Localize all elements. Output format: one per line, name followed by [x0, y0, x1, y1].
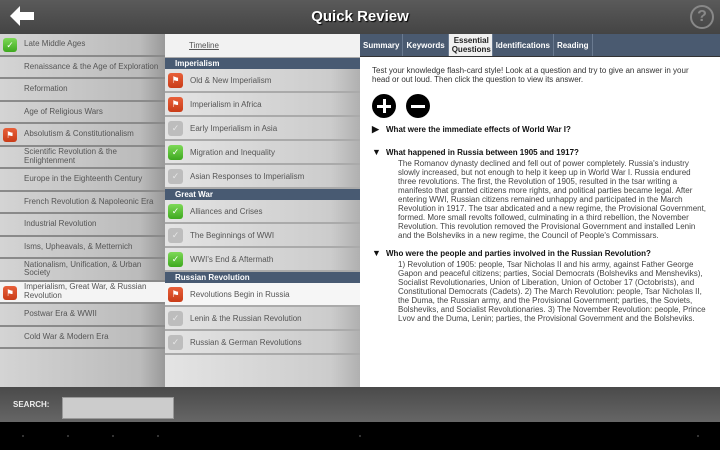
chapter-item[interactable]	[0, 237, 165, 260]
chapter-label: Nationalism, Unification, & Urban Society	[24, 259, 142, 278]
chapter-label: Late Middle Ages	[24, 39, 86, 48]
section-item[interactable]	[165, 93, 360, 117]
chapter-list	[0, 34, 165, 387]
chapter-label: Cold War & Modern Era	[24, 331, 109, 341]
nav-dot	[157, 435, 159, 437]
flag-icon: ⚑	[3, 128, 17, 142]
chapter-label: Age of Religious Wars	[24, 106, 103, 116]
checkmark-icon: ✓	[168, 204, 183, 219]
section-item[interactable]	[165, 141, 360, 165]
chapter-label: Reformation	[24, 84, 68, 93]
section-list	[165, 34, 360, 387]
nav-dot	[67, 435, 69, 437]
answer-text: The Romanov dynasty declined and fell out of power completely. Russia's industry slowly increased, but not enough to help it keep up in World War I. Russia endured three revolutions. The first, the Revolution of 1905, resulted in the tsar writing a manifesto that granted citizens more rights, and political parties became legal. After entering WWI, Russian citizens remained unhappy and participated in the March Revolution in 1917. The tsar abdicated and a new regime, the Provisional Government, formed. More small revolts followed, culminating in a third rebellion, the November Revolution. This revolution removed the Provisional Government and installed Lenin and the Bolsheviks in a new regime, the Council of People's Commissars.	[398, 159, 707, 240]
section-header: Imperialism	[165, 58, 360, 69]
checkmark-icon: ✓	[168, 228, 183, 243]
chapter-label: Absolutism & Constitutionalism	[24, 129, 134, 138]
question-item[interactable]	[372, 248, 708, 258]
help-icon[interactable]: ?	[690, 5, 714, 29]
chapter-item[interactable]	[0, 327, 165, 350]
nav-dot	[697, 435, 699, 437]
tab[interactable]: Reading	[554, 34, 593, 56]
question-text: What happened in Russia between 1905 and 1917?	[386, 147, 579, 157]
section-item[interactable]	[165, 283, 360, 307]
nav-dot	[359, 435, 361, 437]
chapter-item[interactable]	[0, 57, 165, 80]
section-item[interactable]	[165, 248, 360, 272]
question-text: Who were the people and parties involved in the Russian Revolution?	[386, 248, 651, 258]
flag-icon: ⚑	[168, 97, 183, 112]
question-text: What were the immediate effects of World War I?	[386, 125, 571, 134]
chapter-item[interactable]	[0, 192, 165, 215]
chapter-label: Imperialism, Great War, & Russian Revolution	[24, 282, 147, 300]
triangle-down-icon: ▼	[372, 147, 381, 157]
tab[interactable]: Keywords	[403, 34, 448, 56]
tab[interactable]: Summary	[360, 34, 403, 56]
section-item[interactable]	[165, 165, 360, 189]
section-label: Lenin & the Russian Revolution	[190, 313, 302, 323]
search-label: SEARCH:	[13, 400, 50, 409]
tab-bar	[360, 34, 720, 57]
triangle-right-icon: ▶	[372, 124, 379, 134]
question-item[interactable]	[372, 147, 708, 157]
checkmark-icon: ✓	[168, 335, 183, 350]
nav-dot	[22, 435, 24, 437]
collapse-all-button[interactable]	[406, 94, 430, 118]
chapter-item[interactable]	[0, 79, 165, 102]
search-bar	[0, 387, 720, 422]
chapter-item[interactable]	[0, 169, 165, 192]
content-panel	[360, 34, 720, 387]
section-label: The Beginnings of WWI	[190, 230, 275, 240]
section-label: Old & New Imperialism	[190, 75, 272, 85]
section-label: Migration and Inequality	[190, 147, 275, 157]
page-title: Quick Review	[311, 8, 409, 25]
section-label: Asian Responses to Imperialism	[190, 171, 305, 181]
chapter-item[interactable]	[0, 304, 165, 327]
section-label: Early Imperialism in Asia	[190, 123, 278, 133]
tab[interactable]: Identifications	[493, 34, 554, 56]
chapter-item[interactable]	[0, 282, 165, 305]
chapter-label: Europe in the Eighteenth Century	[24, 174, 143, 183]
chapter-item[interactable]	[0, 102, 165, 125]
section-item[interactable]	[165, 117, 360, 141]
search-input[interactable]	[62, 397, 174, 419]
flag-icon: ⚑	[168, 73, 183, 88]
section-label: Alliances and Crises	[190, 206, 263, 216]
intro-text: Test your knowledge flash-card style! Look at a question and try to give an answer in your head or out loud. Then click the question to view its answer.	[372, 66, 689, 84]
section-item[interactable]	[165, 200, 360, 224]
checkmark-icon: ✓	[3, 38, 17, 52]
section-label: WWI's End & Aftermath	[190, 254, 274, 264]
checkmark-icon: ✓	[168, 145, 183, 160]
timeline-link[interactable]: Timeline	[165, 34, 360, 58]
chapter-item[interactable]	[0, 34, 165, 57]
tab[interactable]: Essential Questions	[449, 34, 493, 56]
section-label: Russian & German Revolutions	[190, 337, 302, 347]
section-label: Revolutions Begin in Russia	[190, 289, 290, 299]
checkmark-icon: ✓	[168, 169, 183, 184]
chapter-item[interactable]	[0, 147, 165, 170]
chapter-label: Scientific Revolution & the Enlightenment	[24, 147, 117, 165]
chapter-label: Isms, Upheavals, & Metternich	[24, 241, 133, 251]
expand-all-button[interactable]	[372, 94, 396, 118]
chapter-label: Renaissance & the Age of Exploration	[24, 61, 159, 71]
checkmark-icon: ✓	[168, 121, 183, 136]
question-item[interactable]	[372, 124, 708, 135]
app-header	[0, 0, 720, 34]
section-header: Great War	[165, 189, 360, 200]
answer-text: 1) Revolution of 1905: people, Tsar Nicholas II and his army, against Father George Gapon and peaceful citizens; parties, Social Democrats (Bolsheviks and Mensheviks), Socialist Revolutionaries, Union of Liberation, Union of October 17 (Octobrists), and Constitutional Democrats (Cadets). 2) The March Revolution: people, Tsar Nicholas II, the Duma, the Russian army, and the Provisional Government; parties, the Soviets, Bolsheviks, and Socialist Revolutionaries. 3) The November Revolution: people, Prince Lvov and the Duma, Lenin; parties, the Provisional Government and the Bolsheviks.	[398, 260, 706, 323]
section-header: Russian Revolution	[165, 272, 360, 283]
section-label: Imperialism in Africa	[190, 99, 262, 109]
flag-icon: ⚑	[3, 286, 17, 300]
flag-icon: ⚑	[168, 287, 183, 302]
checkmark-icon: ✓	[168, 311, 183, 326]
chapter-label: French Revolution & Napoleonic Era	[24, 196, 154, 206]
section-item[interactable]	[165, 307, 360, 331]
section-item[interactable]	[165, 224, 360, 248]
section-item[interactable]	[165, 69, 360, 93]
section-item[interactable]	[165, 331, 360, 355]
chapter-item[interactable]	[0, 214, 165, 237]
chapter-label: Postwar Era & WWII	[24, 309, 97, 318]
nav-dot	[112, 435, 114, 437]
checkmark-icon: ✓	[168, 252, 183, 267]
system-nav-bar	[0, 422, 720, 450]
chapter-item[interactable]	[0, 124, 165, 147]
chapter-label: Industrial Revolution	[24, 219, 97, 228]
chapter-item[interactable]	[0, 259, 165, 282]
triangle-down-icon: ▼	[372, 248, 381, 258]
